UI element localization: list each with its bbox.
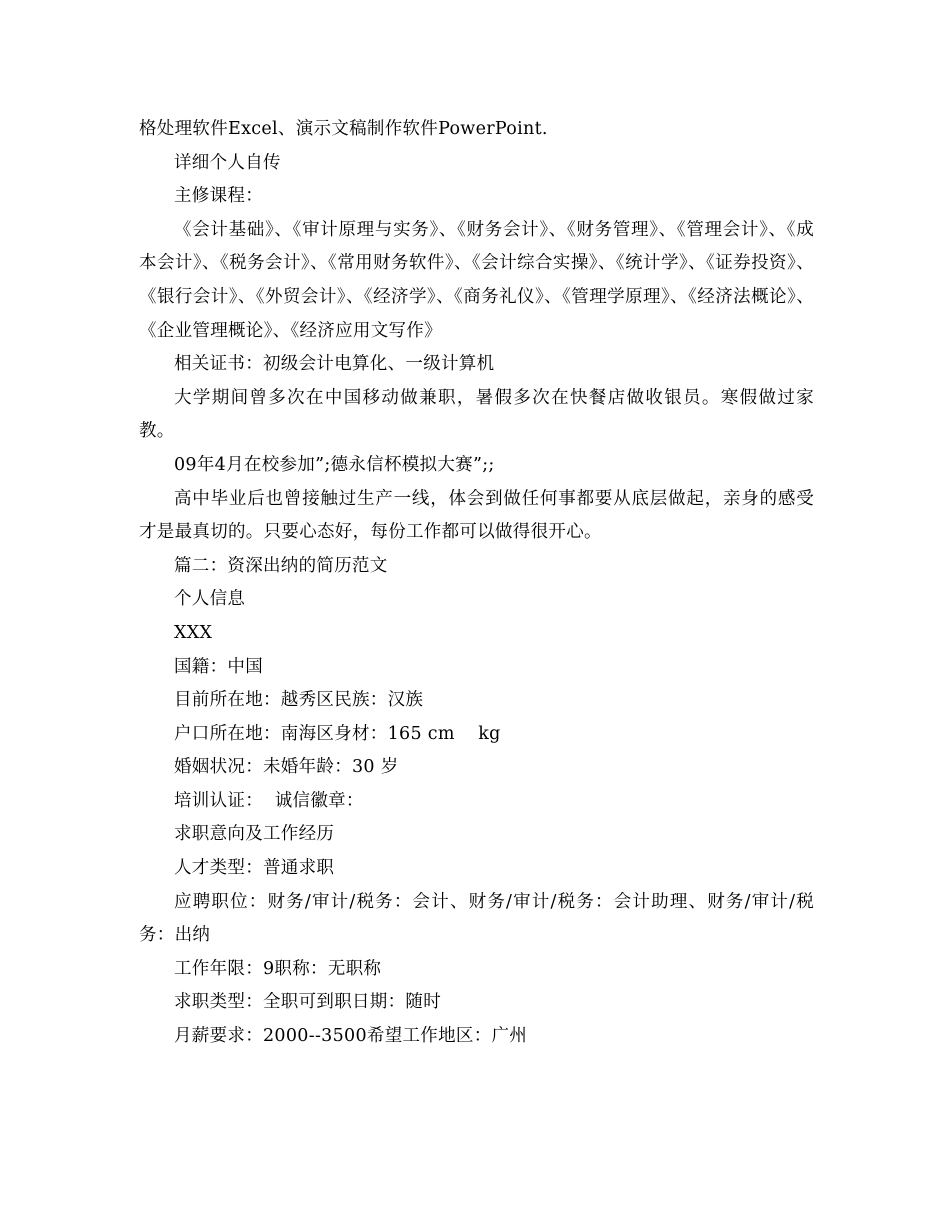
document-body <box>139 113 814 1054</box>
paragraph: 户口所在地：南海区身材：165 cm kg <box>174 723 501 744</box>
paragraph: 培训认证： 诚信徽章： <box>174 790 364 811</box>
paragraph: 月薪要求：2000--3500希望工作地区：广州 <box>174 1026 528 1047</box>
paragraph: 个人信息 <box>174 589 246 610</box>
paragraph: 《会计基础》、《审计原理与实务》、《财务会计》、《财务管理》、《管理会计》、《成本会计》、《税务会计》、《常用财务软件》、《会计综合实操》、《统计学》、《证券投资》、《银行会计》、《外贸会计》、《经济学》、《商务礼仪》、《管理学原理》、《经济法概论》、《企业管理概论》、《经济应用文写作》 <box>139 219 814 341</box>
paragraph: 婚姻状况：未婚年龄：30 岁 <box>174 757 399 778</box>
paragraph: 详细个人自传 <box>174 152 281 173</box>
paragraph: 主修课程： <box>174 186 263 207</box>
paragraph: 格处理软件Excel、演示文稿制作软件PowerPoint. <box>139 119 548 139</box>
paragraph: 工作年限：9职称：无职称 <box>174 958 382 979</box>
paragraph: 国籍：中国 <box>174 656 263 677</box>
paragraph: 目前所在地：越秀区民族：汉族 <box>174 690 424 711</box>
paragraph: 相关证书：初级会计电算化、一级计算机 <box>174 354 495 375</box>
paragraph: 高中毕业后也曾接触过生产一线，体会到做任何事都要从底层做起，亲身的感受才是最真切的。只要心态好，每份工作都可以做得很开心。 <box>139 488 814 543</box>
paragraph: 人才类型：普通求职 <box>174 858 335 879</box>
paragraph: 09年4月在校参加”;德永信杯模拟大赛”;; <box>174 454 495 475</box>
paragraph: 篇二：资深出纳的简历范文 <box>174 555 388 576</box>
paragraph: 求职意向及工作经历 <box>174 824 335 845</box>
paragraph: 应聘职位：财务/审计/税务：会计、财务/审计/税务：会计助理、财务/审计/税务：出纳 <box>139 891 814 946</box>
paragraph: 求职类型：全职可到职日期：随时 <box>174 992 441 1013</box>
paragraph: XXX <box>174 622 213 643</box>
paragraph: 大学期间曾多次在中国移动做兼职，暑假多次在快餐店做收银员。寒假做过家教。 <box>139 387 814 442</box>
